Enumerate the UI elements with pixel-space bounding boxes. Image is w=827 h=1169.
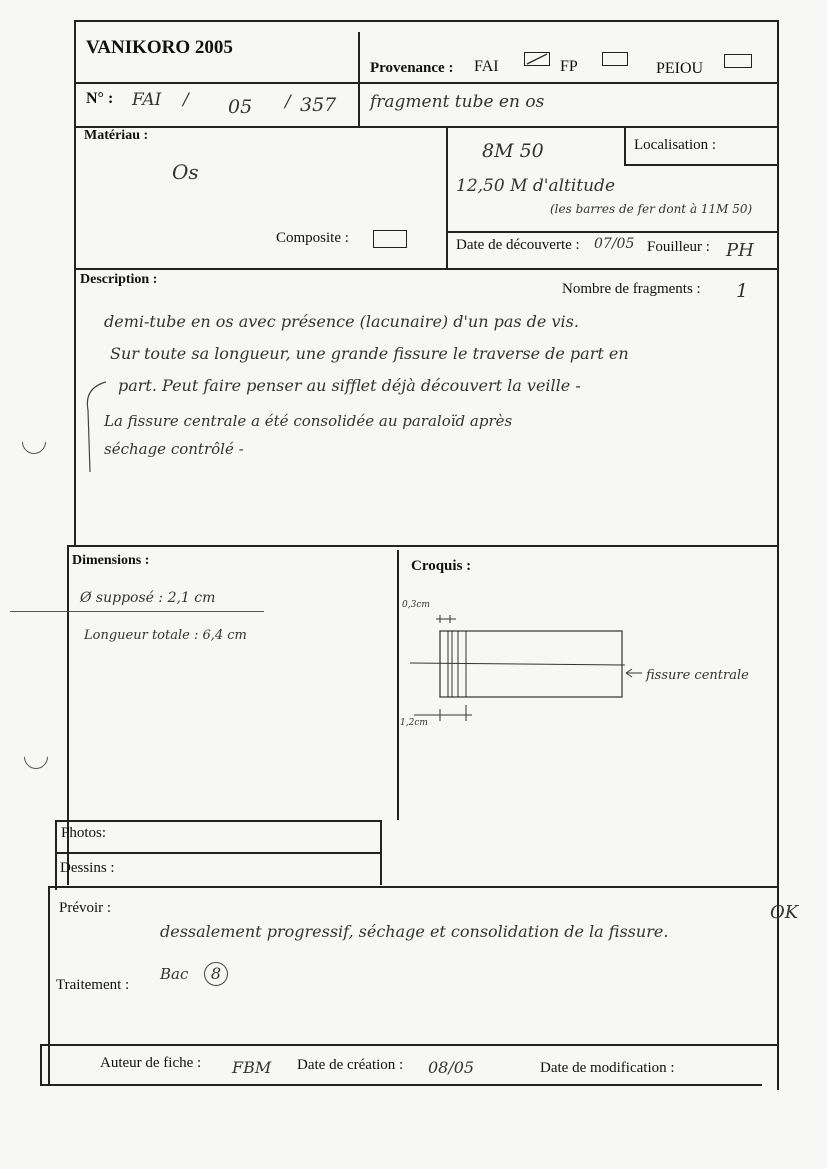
drawings-label: Dessins : <box>60 860 115 876</box>
treatment-label: Traitement : <box>56 977 130 993</box>
number-separator-2: / <box>285 92 291 112</box>
discovery-date-label: Date de découverte : <box>456 237 580 253</box>
sketch-annotation: fissure centrale <box>646 668 749 683</box>
photos-label: Photos: <box>61 825 107 841</box>
description-line-3[interactable]: part. Peut faire penser au sifflet déjà découvert la veille - <box>118 376 581 395</box>
dimension-line-1[interactable]: Ø supposé : 2,1 cm <box>80 590 216 606</box>
provenance-checkbox-fp[interactable] <box>602 52 628 66</box>
description-line-1[interactable]: demi-tube en os avec présence (lacunaire) d'un pas de vis. <box>104 312 579 331</box>
plan-value[interactable]: dessalement progressif, séchage et consolidation de la fissure. <box>160 922 669 941</box>
description-line-2[interactable]: Sur toute sa longueur, une grande fissure le traverse de part en <box>110 344 629 363</box>
margin-bracket-icon <box>78 380 108 480</box>
composite-label: Composite : <box>276 230 349 246</box>
description-label: Description : <box>80 272 158 287</box>
author-label: Auteur de fiche : <box>100 1055 202 1071</box>
material-label: Matériau : <box>84 128 149 143</box>
author-value[interactable]: FBM <box>232 1058 272 1077</box>
dimension-line-2[interactable]: Longueur totale : 6,4 cm <box>84 628 247 643</box>
sketch-label: Croquis : <box>411 558 472 574</box>
provenance-option-fp: FP <box>560 58 578 75</box>
number-separator-1: / <box>183 90 189 110</box>
provenance-checkbox-peiou[interactable] <box>724 54 752 68</box>
treatment-value[interactable]: Bac <box>160 965 189 983</box>
discovery-date-value[interactable]: 07/05 <box>594 236 635 252</box>
provenance-checkbox-fai[interactable] <box>524 52 550 66</box>
creation-date-value[interactable]: 08/05 <box>428 1058 475 1077</box>
location-label: Localisation : <box>634 137 717 153</box>
treatment-bac-number[interactable]: 8 <box>204 962 228 986</box>
description-line-5[interactable]: séchage contrôlé - <box>104 440 244 458</box>
modification-date-label: Date de modification : <box>540 1060 675 1076</box>
site-title: VANIKORO 2005 <box>86 37 233 58</box>
number-id[interactable]: 357 <box>300 94 337 116</box>
object-title[interactable]: fragment tube en os <box>370 92 545 112</box>
digger-label: Fouilleur : <box>647 239 710 255</box>
composite-checkbox[interactable] <box>373 230 407 248</box>
number-label: N° : <box>86 90 114 107</box>
plan-ok: OK <box>770 902 799 923</box>
creation-date-label: Date de création : <box>297 1057 404 1073</box>
material-value[interactable]: Os <box>172 160 199 184</box>
location-line-1[interactable]: 8M 50 <box>482 140 544 162</box>
fragments-value[interactable]: 1 <box>736 280 749 302</box>
description-line-4[interactable]: La fissure centrale a été consolidée au paraloïd après <box>104 412 513 430</box>
plan-label: Prévoir : <box>59 900 112 916</box>
sketch-dim-top: 0,3cm <box>402 600 430 610</box>
dimensions-label: Dimensions : <box>72 553 150 568</box>
provenance-label: Provenance : <box>370 60 454 76</box>
location-line-2[interactable]: 12,50 M d'altitude <box>456 176 616 196</box>
dimension-underline <box>10 611 264 612</box>
fragments-label: Nombre de fragments : <box>562 281 701 297</box>
digger-value[interactable]: PH <box>726 240 754 261</box>
location-line-3[interactable]: (les barres de fer dont à 11M 50) <box>550 202 753 216</box>
number-year[interactable]: 05 <box>228 96 253 118</box>
provenance-option-fai: FAI <box>474 58 499 75</box>
number-prefix[interactable]: FAI <box>132 90 162 110</box>
sketch-dim-bottom: 1,2cm <box>400 718 428 728</box>
check-mark-icon <box>525 53 549 65</box>
provenance-option-peiou: PEIOU <box>656 60 704 77</box>
